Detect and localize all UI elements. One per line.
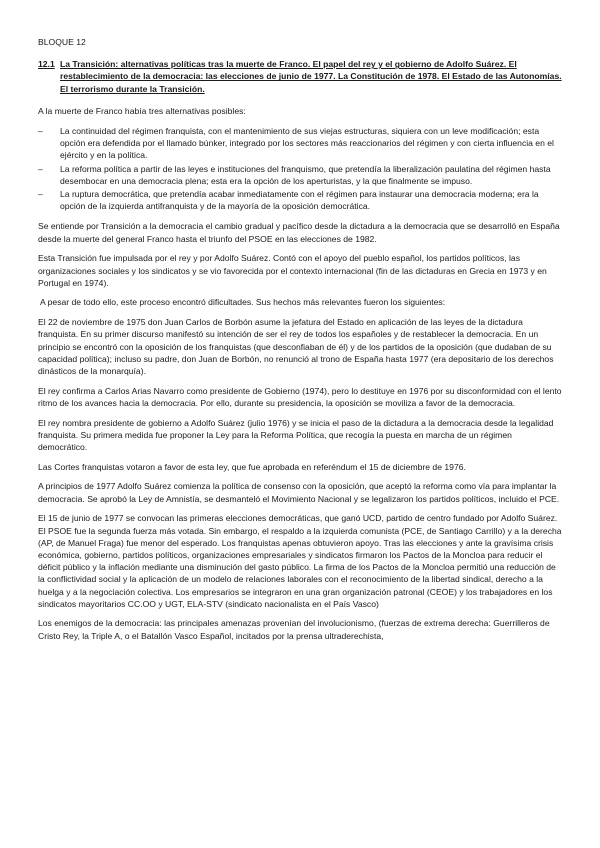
section-title: La Transición: alternativas políticas tras la muerte de Franco. El papel del rey y el gobierno de Adolfo Suárez. El restablecimiento de la democracia: las elecciones de junio de 1977. La Constitución de 1978. El Estado de las Autonomías. El terrorismo durante la Transición. bbox=[60, 59, 562, 94]
alternatives-list bbox=[38, 125, 562, 212]
paragraph-elections-1977: El 15 de junio de 1977 se convocan las primeras elecciones democráticas, que ganó UCD, partido de centro fundado por Adolfo Suárez. El PSOE fue la segunda fuerza más votada. Sin embargo, el respaldo a la izquierda comunista (PCE, de Santiago Carrillo) y a la derecha (AP, de Manuel Fraga) fue menor del esperado. Los franquistas apenas obtuvieron apoyo. Tras las elecciones y ante la gravísima crisis económica, gobierno, partidos políticos, organizaciones empresariales y sindicatos firmaron los Pactos de la Moncloa para reducir el déficit público y la inflación mediante una disminución del gasto público. La firma de los Pactos de la Moncloa permitió una reducción de la conflictividad social y la aplicación de un modelo de relaciones laborales con el reconocimiento de la libertad sindical, derecho a la huelga y a la negociación colectiva. Los empresarios se integraron en una gran organización patronal (CEOE) y los trabajadores en los sindicatos mayoritarios CC.OO y UGT, ELA-STV (sindicato nacionalista en el País Vasco) bbox=[38, 513, 562, 609]
alternative-text: La ruptura democrática, que pretendía acabar inmediatamente con el régimen para instaurar una democracia moderna; era la opción de la izquierda antifranquista y de la mayoría de la oposición democrática. bbox=[60, 189, 539, 212]
dash-bullet-icon: – bbox=[38, 126, 43, 137]
paragraph-arias-navarro: El rey confirma a Carlos Arias Navarro como presidente de Gobierno (1974), pero lo destituye en 1976 por su disconformidad con el lento ritmo de los avances hacia la democracia. Por ello, durante su presidencia, la oposición se moviliza a favor de la democracia. bbox=[38, 385, 562, 408]
dash-bullet-icon: – bbox=[38, 189, 43, 200]
paragraph-consensus: A principios de 1977 Adolfo Suárez comienza la política de consenso con la oposición, que aceptó la reforma como vía para implantar la democracia. Se aprobó la Ley de Amnistía, se desmanteló el Movimiento Nacional y se legalizaron los partidos políticos, incluido el PCE. bbox=[38, 481, 560, 504]
list-item bbox=[38, 125, 562, 162]
block-label: BLOQUE 12 bbox=[38, 37, 86, 47]
paragraph-adolfo-suarez: El rey nombra presidente de gobierno a Adolfo Suárez (julio 1976) y se inicia el paso de la dictadura a la democracia desde la legalidad franquista. Su primera medida fue proponer la Ley para la Reforma Política, que recogía la puesta en marcha de un régimen democrático. bbox=[38, 417, 554, 452]
alternative-text: La continuidad del régimen franquista, con el mantenimiento de sus viejas estructuras, siquiera con un leve modificación; esta opción era defendida por el llamado búnker, integrado por los sectores más reaccionarios del régimen y con cierta influencia en el ejército y en la política. bbox=[60, 126, 554, 161]
dash-bullet-icon: – bbox=[38, 163, 43, 174]
section-number: 12.1 bbox=[38, 59, 55, 70]
paragraph-difficulties: A pesar de todo ello, este proceso encontró dificultades. Sus hechos más relevantes fueron los siguientes: bbox=[40, 297, 446, 308]
list-item bbox=[38, 188, 562, 212]
paragraph-enemies-democracy: Los enemigos de la democracia: las principales amenazas provenían del involucionismo, (fuerzas de extrema derecha: Guerrilleros de Cristo Rey, la Triple A, o el Batallón Vasco Español, incitados por la prensa ultraderechista, bbox=[38, 618, 550, 641]
paragraph-transition-support: Esta Transición fue impulsada por el rey y por Adolfo Suárez. Contó con el apoyo del pueblo español, los partidos políticos, las organizaciones sociales y los sindicatos y se vio favorecida por el contexto internacional (fin de las dictaduras en Grecia en 1973 y en Portugal en 1974). bbox=[38, 253, 547, 288]
paragraph-transition-definition: Se entiende por Transición a la democracia el cambio gradual y pacífico desde la dictadura a la democracia que se desarrolló en España desde la muerte del general Franco hasta el triunfo del PSOE en las elecciones de 1982. bbox=[38, 221, 560, 244]
intro-text: A la muerte de Franco había tres alternativas posibles: bbox=[38, 105, 246, 116]
alternative-text: La reforma política a partir de las leyes e instituciones del franquismo, que pretendía la liberalización paulatina del régimen hasta desembocar en una democracia plena; esta era la opción de los aperturistas, y la que finalmente se impuso. bbox=[60, 163, 551, 186]
paragraph-referendum: Las Cortes franquistas votaron a favor de esta ley, que fue aprobada en referéndum el 15 de diciembre de 1976. bbox=[38, 461, 466, 472]
paragraph-juan-carlos: El 22 de noviembre de 1975 don Juan Carlos de Borbón asume la jefatura del Estado en aplicación de las leyes de la dictadura franquista. En su primer discurso manifestó su intención de ser el rey de todos los españoles y de restablecer la democracia. En un principio se encontró con la oposición de los franquistas (que desconfiaban de él) y de los partidos de la oposición (que dudaban de su capacidad política); incluso su padre, don Juan de Borbón, no renunció al trono de España hasta 1977 (era depositario de los derechos dinásticos de la monarquía). bbox=[38, 317, 554, 376]
list-item bbox=[38, 163, 562, 187]
section-heading bbox=[38, 58, 562, 95]
